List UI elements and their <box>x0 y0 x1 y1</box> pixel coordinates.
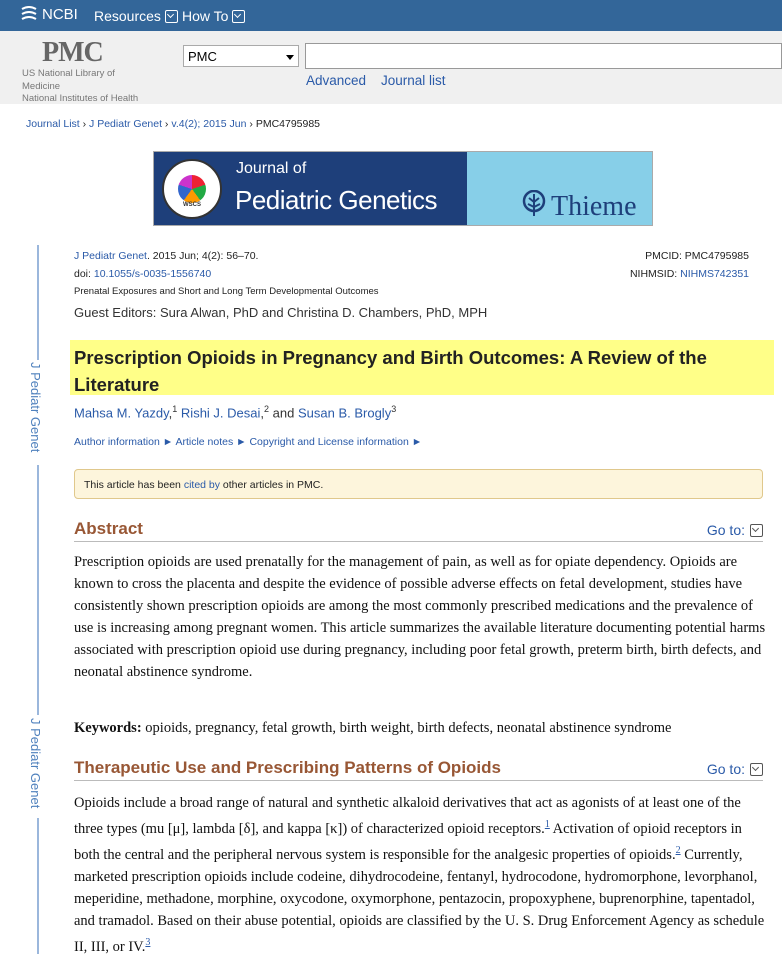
resources-label: Resources <box>94 8 161 24</box>
howto-label: How To <box>182 8 229 24</box>
library-line: Medicine <box>22 80 61 92</box>
author-link[interactable]: Susan B. Brogly <box>297 405 392 421</box>
article-title-highlight <box>70 340 774 395</box>
paragraph-text: Currently, marketed prescription opioids include codeine, dihydrocodeine, fentanyl, hydrocodone, hydromorphone, levorphanol, meperidine, methadone, morphine, oxycodone, oxymorphone, pentazocin, propoxyphene, buprenorphine, tapentadol, and tramadol. Based on their abuse potential, opioids are classified by the U. S. Drug Enforcement Agency as schedule II, III, or IV. <box>74 846 765 955</box>
breadcrumb-journal-list[interactable]: Journal List <box>26 118 80 130</box>
database-select-value: PMC <box>188 49 217 64</box>
reference-link[interactable]: 2 <box>675 844 681 856</box>
author-affiliation: 2 <box>264 404 270 414</box>
author-affiliation: 3 <box>391 404 397 414</box>
society-seal-logo <box>162 159 222 219</box>
seal-text: WSCS <box>183 202 201 208</box>
chevron-down-icon <box>165 10 178 23</box>
copyright-license-link[interactable]: Copyright and License information ► <box>249 436 423 448</box>
author-link[interactable]: Mahsa M. Yazdy <box>74 405 169 421</box>
doi-link[interactable]: 10.1055/s-0035-1556740 <box>93 268 212 280</box>
cited-by-link[interactable]: cited by <box>183 479 220 491</box>
goto-menu[interactable] <box>707 522 763 538</box>
author-conjunction: and <box>272 405 295 421</box>
pmcid: PMCID: PMC4795985 <box>645 250 749 262</box>
library-name <box>22 68 162 106</box>
ncbi-logo-icon <box>20 5 38 23</box>
notice-text: other articles in PMC. <box>220 479 324 491</box>
thieme-tree-icon <box>522 190 546 218</box>
author-information-link[interactable]: Author information ► <box>74 436 174 448</box>
keywords-label: Keywords: <box>74 720 142 736</box>
sidebar-journal-label: J Pediatr Genet <box>28 718 43 809</box>
article-notes-link[interactable]: Article notes ► <box>175 436 247 448</box>
library-line: National Institutes of Health <box>22 93 139 104</box>
reference-link[interactable]: 3 <box>145 936 151 948</box>
keywords <box>74 717 766 739</box>
sidebar-journal-label: J Pediatr Genet <box>28 362 43 453</box>
database-select[interactable] <box>183 45 299 67</box>
paragraph-text: Opioids include a broad range of natural and synthetic alkaloid derivatives that act as agonists of at least one of the three types (mu [μ], lambda [δ], and kappa [κ]) of characterized opioid receptors. <box>74 795 741 837</box>
doi-line <box>74 265 379 283</box>
breadcrumb-current: PMC4795985 <box>255 118 321 130</box>
chevron-down-icon <box>750 763 763 776</box>
nihmsid-label: NIHMSID: <box>629 268 681 280</box>
section-paragraph <box>74 792 766 957</box>
journal-list-link[interactable]: Journal list <box>381 73 446 88</box>
citation-block <box>74 247 379 301</box>
ncbi-home-link[interactable] <box>20 5 78 23</box>
citation-issue: . 2015 Jun; 4(2): 56–70. <box>146 250 259 262</box>
breadcrumb-journal[interactable]: J Pediatr Genet <box>89 118 163 130</box>
nihmsid-link[interactable]: NIHMS742351 <box>680 268 749 280</box>
section-heading: Therapeutic Use and Prescribing Patterns of Opioids <box>74 758 501 777</box>
sidebar-line <box>37 818 39 954</box>
goto-menu[interactable] <box>707 761 763 777</box>
resources-menu[interactable] <box>94 8 178 24</box>
advanced-search-link[interactable]: Advanced <box>306 73 367 88</box>
pmc-header <box>0 31 782 104</box>
chevron-down-icon <box>232 10 245 23</box>
goto-label: Go to: <box>706 761 745 777</box>
ncbi-brand: NCBI <box>42 5 78 23</box>
goto-label: Go to: <box>706 522 745 538</box>
cited-by-notice <box>74 469 763 499</box>
dropdown-arrow-icon <box>286 55 294 60</box>
section-heading-bar <box>74 758 763 781</box>
journal-banner[interactable] <box>153 151 653 226</box>
search-input[interactable] <box>305 43 782 69</box>
seal-emblem-icon <box>178 175 206 203</box>
breadcrumb-issue[interactable]: v.4(2); 2015 Jun <box>171 118 247 130</box>
banner-navy-panel <box>154 152 467 225</box>
pmc-logo[interactable]: PMC <box>42 37 103 68</box>
abstract-text: Prescription opioids are used prenatally for the management of pain, as well as for opiate dependency. Opioids are known to cross the placenta and despite the evidence of possible adverse effects on fetal development, studies have consistently shown prescription opioids are among the most commonly prescribed medications and the prevalence of use is increasing among pregnant women. This article summarizes the available literature documenting potential harms associated with prescription opioid use during pregnancy, including poor fetal growth, preterm birth, birth defects, and neonatal abstinence syndrome. <box>74 554 766 680</box>
author-link[interactable]: Rishi J. Desai <box>180 405 261 421</box>
guest-editors: Guest Editors: Sura Alwan, PhD and Christina D. Chambers, PhD, MPH <box>74 305 488 320</box>
article-ids <box>630 247 749 283</box>
abstract-heading: Abstract <box>74 519 143 538</box>
article-title: Prescription Opioids in Pregnancy and Birth Outcomes: A Review of the Literature <box>74 347 707 395</box>
abstract-heading-bar <box>74 519 763 542</box>
sidebar-line <box>37 465 39 715</box>
sidebar-line <box>37 245 39 360</box>
banner-journal-name: Pediatric Genetics <box>235 185 437 215</box>
article-info-links <box>74 436 422 448</box>
reference-link[interactable]: 1 <box>544 819 550 830</box>
citation-journal-link[interactable]: J Pediatr Genet <box>74 250 147 262</box>
doi-label: doi: <box>74 268 94 280</box>
notice-text: This article has been <box>84 479 184 491</box>
library-line: US National Library of <box>22 68 115 79</box>
publisher-name: Thieme <box>551 191 637 222</box>
article-topic: Prenatal Exposures and Short and Long Term Developmental Outcomes <box>74 286 379 297</box>
nihmsid-line <box>630 265 749 283</box>
author-affiliation: 1 <box>172 404 178 414</box>
chevron-down-icon <box>750 524 763 537</box>
banner-journal-of: Journal of <box>236 160 307 177</box>
citation-line <box>74 247 379 265</box>
paragraph-text: Activation of opioid receptors in both the central and the peripheral nervous system is responsible for the analgesic properties of opioids. <box>74 820 742 863</box>
howto-menu[interactable] <box>182 8 245 24</box>
ncbi-top-bar <box>0 0 782 31</box>
breadcrumb: Journal List › J Pediatr Genet › v.4(2); 2015 Jun › PMC4795985 <box>26 118 321 130</box>
keywords-list: opioids, pregnancy, fetal growth, birth weight, birth defects, neonatal abstinence syndrome <box>141 720 672 736</box>
author-list: Mahsa M. Yazdy,$^1$ Rishi J. Desai,$^2$ and Susan B. Brogly$^3$ <box>74 404 397 421</box>
